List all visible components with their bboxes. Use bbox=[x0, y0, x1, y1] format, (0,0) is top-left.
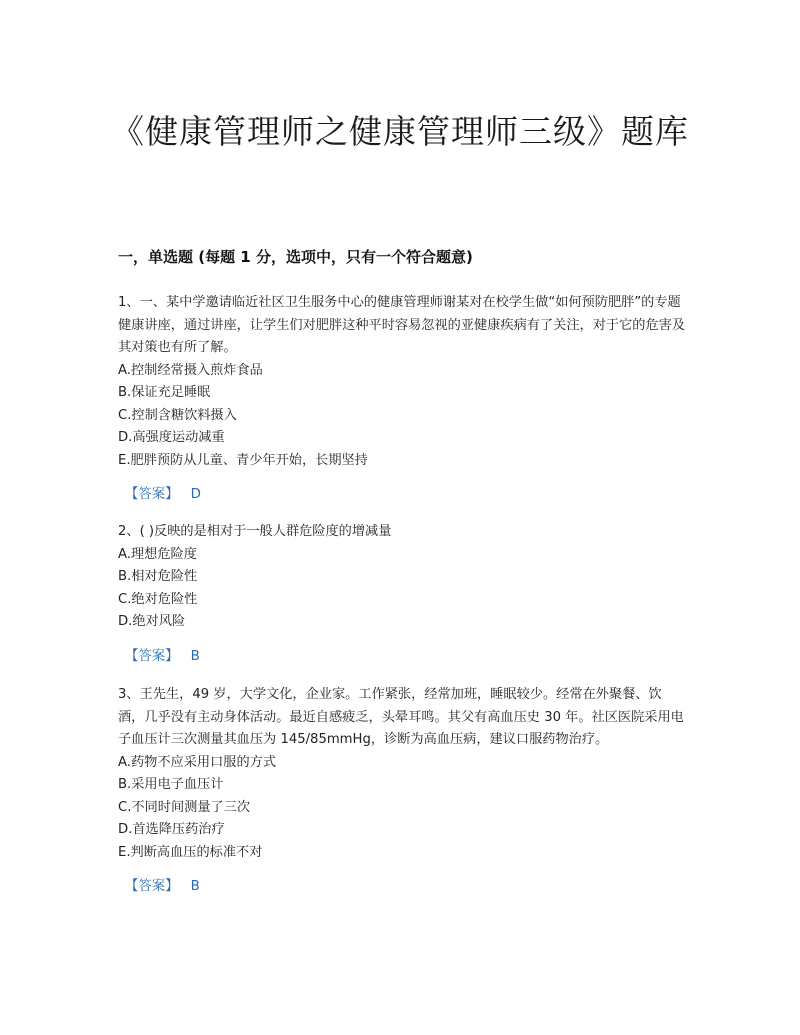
option-a: A.理想危险度 bbox=[118, 546, 197, 562]
question-2 bbox=[118, 521, 688, 668]
option-d: D.高强度运动减重 bbox=[118, 430, 225, 445]
option-b: B.采用电子血压计 bbox=[118, 777, 224, 792]
option-d: D.首选降压药治疗 bbox=[118, 822, 225, 837]
question-3 bbox=[118, 684, 688, 899]
option-a: A.控制经常摄入煎炸食品 bbox=[118, 362, 263, 378]
section-heading: 一，单选题 (每题 1 分，选项中，只有一个符合题意) bbox=[118, 248, 473, 266]
answer-line bbox=[118, 646, 688, 669]
option-d: D.绝对风险 bbox=[118, 614, 186, 629]
answer-value: B bbox=[190, 648, 200, 664]
answer-label: 【答案】 bbox=[125, 648, 179, 664]
option-e: E.判断高血压的标准不对 bbox=[118, 844, 263, 860]
option-c: C.控制含糖饮料摄入 bbox=[118, 407, 237, 423]
question-1 bbox=[118, 292, 688, 507]
answer-value: B bbox=[190, 879, 200, 894]
answer-line bbox=[118, 876, 688, 899]
answer-label: 【答案】 bbox=[125, 487, 179, 502]
document-title: 《健康管理师之健康管理师三级》题库 bbox=[111, 112, 689, 151]
option-a: A.药物不应采用口服的方式 bbox=[118, 754, 277, 770]
option-c: C.不同时间测量了三次 bbox=[118, 799, 251, 815]
question-stem: 1、一、某中学邀请临近社区卫生服务中心的健康管理师谢某对在校学生做“如何预防肥胖”的专题健康讲座，通过讲座，让学生们对肥胖这种平时容易忽视的亚健康疾病有了关注，对于它的危害及其对策也有所了解。 bbox=[118, 295, 686, 355]
option-e: E.肥胖预防从儿童、青少年开始，长期坚持 bbox=[118, 452, 368, 468]
answer-label: 【答案】 bbox=[125, 879, 179, 894]
answer-line bbox=[118, 484, 688, 507]
answer-value: D bbox=[190, 487, 201, 502]
option-b: B.保证充足睡眠 bbox=[118, 385, 211, 400]
option-b: B.相对危险性 bbox=[118, 569, 198, 584]
question-stem: 2、( )反映的是相对于一般人群危险度的增减量 bbox=[118, 524, 392, 539]
question-stem: 3、王先生，49 岁，大学文化，企业家。工作紧张，经常加班，睡眠较少。经常在外聚餐、饮酒，几乎没有主动身体活动。最近自感疲乏，头晕耳鸣。其父有高血压史 30 年。社区医院采用电子血压计三次测量其血压为 145/85mmHg，诊断为高血压病，建议口服药物治疗。 bbox=[118, 687, 684, 747]
option-c: C.绝对危险性 bbox=[118, 591, 198, 607]
